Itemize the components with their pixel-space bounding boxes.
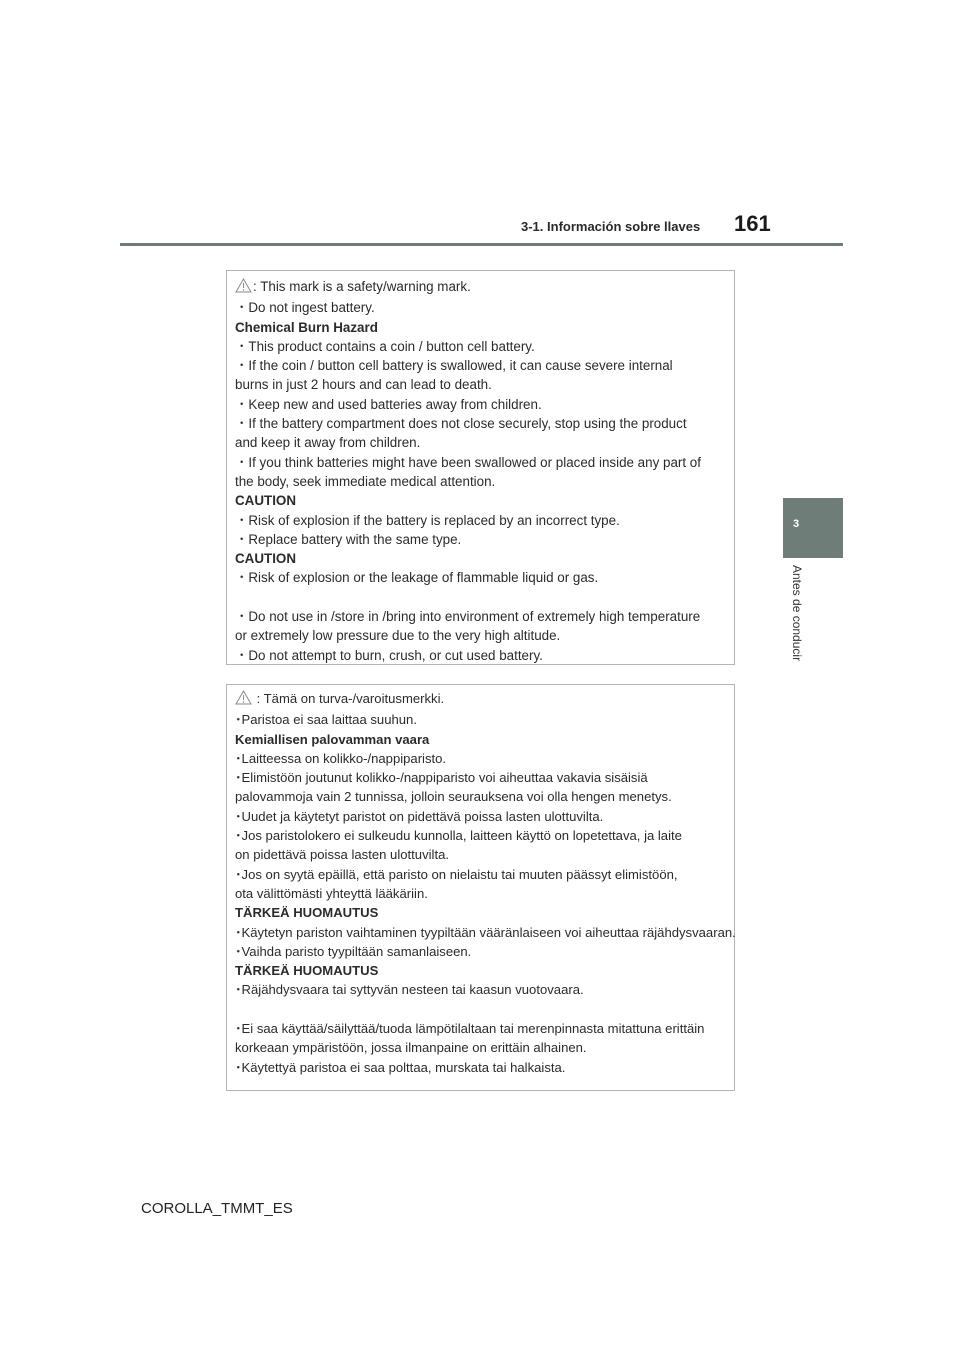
warning-line (235, 730, 726, 749)
warning-line (235, 277, 726, 298)
warning-line (235, 375, 726, 394)
warning-line-text: : This mark is a safety/warning mark. (253, 279, 471, 294)
warning-line-text: burns in just 2 hours and can lead to death. (235, 377, 492, 393)
warning-line (235, 710, 726, 729)
warning-line (235, 472, 726, 491)
warning-line-text: ・Risk of explosion if the battery is replaced by an incorrect type. (235, 512, 620, 528)
warning-line (235, 414, 726, 433)
warning-line-text: CAUTION (235, 551, 296, 567)
warning-line (235, 845, 726, 864)
warning-line (235, 768, 726, 787)
warning-line-text: on pidettävä poissa lasten ulottuvilta. (235, 847, 450, 863)
warning-line-text: or extremely low pressure due to the very high altitude. (235, 628, 561, 644)
warning-line (235, 298, 726, 317)
warning-line (235, 689, 726, 710)
page-number: 161 (734, 211, 771, 236)
warning-line-text: CAUTION (235, 493, 296, 509)
warning-line (235, 961, 726, 980)
warning-triangle-icon (235, 278, 252, 298)
warning-line-text: ota välittömästi yhteyttä lääkäriin. (235, 885, 428, 901)
warning-line-text: Chemical Burn Hazard (235, 319, 378, 335)
warning-line (235, 865, 726, 884)
warning-line (235, 1058, 726, 1077)
warning-line-text: the body, seek immediate medical attention. (235, 473, 496, 489)
warning-line-text: ･Vaihda paristo tyypiltään samanlaiseen. (235, 943, 472, 959)
warning-line (235, 356, 726, 375)
warning-line (235, 826, 726, 845)
warning-line (235, 1038, 726, 1057)
warning-line-text: ・This product contains a coin / button cell battery. (235, 338, 535, 354)
warning-line-text: ・Keep new and used batteries away from children. (235, 396, 542, 412)
warning-line (235, 337, 726, 356)
warning-line-text: ･Räjähdysvaara tai syttyvän nesteen tai kaasun vuotovaara. (235, 982, 584, 998)
warning-line (235, 942, 726, 961)
warning-line (235, 807, 726, 826)
warning-line-text: palovammoja vain 2 tunnissa, jolloin seurauksena voi olla hengen menetys. (235, 789, 672, 805)
warning-box-english (226, 270, 735, 665)
warning-line-text: ･Elimistöön joutunut kolikko-/nappiparisto voi aiheuttaa vakavia sisäisiä (235, 770, 648, 786)
footer-model-code: COROLLA_TMMT_ES (141, 1200, 293, 1217)
warning-line-text: ・Do not use in /store in /bring into environment of extremely high temperature (235, 609, 701, 625)
warning-line-text: ･Käytetyn pariston vaihtaminen tyypiltään vääränlaiseen voi aiheuttaa räjähdysvaaran. (235, 924, 736, 940)
warning-line (235, 884, 726, 903)
warning-line (235, 1019, 726, 1038)
warning-line (235, 549, 726, 568)
warning-line-text: ・Do not attempt to burn, crush, or cut used battery. (235, 647, 543, 663)
warning-line-text: TÄRKEÄ HUOMAUTUS (235, 963, 379, 979)
warning-line-text: ･Laitteessa on kolikko-/nappiparisto. (235, 750, 447, 766)
warning-line (235, 433, 726, 452)
warning-line (235, 607, 726, 626)
warning-line-text: : Tämä on turva-/varoitusmerkki. (253, 691, 445, 706)
warning-line (235, 588, 726, 607)
warning-line-text: korkeaan ympäristöön, jossa ilmanpaine on erittäin alhainen. (235, 1040, 587, 1056)
warning-line-text: ･Jos on syytä epäillä, että paristo on nielaistu tai muuten päässyt elimistöön, (235, 866, 678, 882)
warning-line-text: Kemiallisen palovamman vaara (235, 731, 430, 747)
warning-line (235, 923, 736, 942)
warning-line-text: ・If the battery compartment does not close securely, stop using the product (235, 416, 687, 432)
warning-line-text: ・Risk of explosion or the leakage of flammable liquid or gas. (235, 570, 599, 586)
chapter-tab (783, 498, 843, 558)
warning-line (235, 1000, 726, 1019)
warning-line-text: ・Replace battery with the same type. (235, 531, 462, 547)
warning-line (235, 787, 726, 806)
warning-line (235, 491, 726, 510)
warning-line (235, 395, 726, 414)
warning-line-text: ・If the coin / button cell battery is swallowed, it can cause severe internal (235, 358, 673, 374)
warning-line-text: and keep it away from children. (235, 435, 421, 451)
warning-line (235, 980, 726, 999)
warning-line-text: ・Do not ingest battery. (235, 300, 375, 316)
warning-line-text: ･Paristoa ei saa laittaa suuhun. (235, 712, 417, 728)
chapter-side-label: Antes de conducir (790, 565, 804, 662)
warning-line (235, 749, 726, 768)
warning-line (235, 318, 726, 337)
header-rule (120, 243, 843, 246)
warning-line-text: ･Uudet ja käytetyt paristot on pidettävä poissa lasten ulottuvilta. (235, 808, 604, 824)
warning-line-text: ･Ei saa käyttää/säilyttää/tuoda lämpötilaltaan tai merenpinnasta mitattuna erittäin (235, 1021, 705, 1037)
chapter-tab-number: 3 (793, 518, 800, 530)
warning-line (235, 646, 726, 665)
warning-box-finnish (226, 684, 735, 1091)
header-section-title: 3-1. Información sobre llaves (521, 219, 701, 234)
warning-line (235, 903, 726, 922)
warning-line (235, 453, 726, 472)
warning-line (235, 568, 726, 587)
warning-line-text: ･Jos paristolokero ei sulkeudu kunnolla, laitteen käyttö on lopetettava, ja laite (235, 828, 682, 844)
warning-triangle-icon (235, 690, 252, 710)
warning-line (235, 626, 726, 645)
warning-line-text: ･Käytettyä paristoa ei saa polttaa, murskata tai halkaista. (235, 1059, 566, 1075)
warning-line (235, 511, 726, 530)
warning-line-text: TÄRKEÄ HUOMAUTUS (235, 905, 379, 921)
warning-line-text: ・If you think batteries might have been swallowed or placed inside any part of (235, 454, 701, 470)
warning-line (235, 530, 726, 549)
